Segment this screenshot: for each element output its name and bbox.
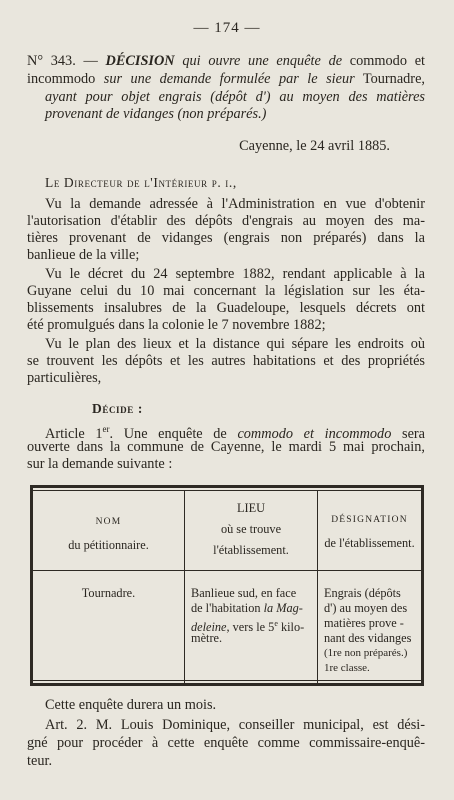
paragraph-line: banlieue de la ville; — [27, 247, 140, 263]
ordinal-suffix: e — [274, 619, 278, 628]
paragraph-line: particulières, — [27, 370, 102, 386]
article-1-line-2: ouverte dans la commune de Cayenne, le mardi 5 mai prochain, — [27, 439, 425, 455]
article-italic-text: commodo et incommodo — [237, 425, 392, 442]
cell-lieu-line: Banlieue sud, en face — [191, 586, 297, 600]
paragraph-line: Guyane celui du 10 mai concernant la législation sur les éta- — [27, 283, 425, 299]
decision-heading-line-4: provenant de vidanges (non préparés.) — [45, 106, 267, 122]
cell-lieu-italic: la Mag- — [263, 601, 303, 615]
table-header-rule — [33, 570, 421, 571]
header-lieu-sub-1: où se trouve — [220, 522, 282, 536]
decision-number: N° 343. — — [27, 53, 98, 69]
header-lieu: LIEU — [237, 501, 265, 515]
article-2-line: Art. 2. M. Louis Dominique, conseiller municipal, est dési- — [45, 717, 425, 733]
petitioner-name: Tournadre, — [362, 71, 425, 87]
article-text: . Une enquête de — [109, 425, 227, 442]
heading-roman-text: commodo et — [349, 53, 426, 69]
header-designation-sub: de l'établissement. — [324, 536, 415, 550]
header-designation: DÉSIGNATION — [331, 515, 408, 525]
cell-designation-line: (1re non préparés.) — [324, 647, 408, 659]
cell-lieu-line: mètre. — [191, 631, 223, 645]
header-nom: NOM — [95, 517, 122, 527]
ordinal-suffix: er — [102, 424, 110, 434]
cell-lieu-text: de l'habitation — [191, 601, 261, 615]
decision-heading-line-3: ayant pour objet engrais (dépôt d') au moyen des matières — [45, 89, 425, 105]
cell-designation-line: Engrais (dépôts — [324, 586, 401, 600]
article-label: Article 1 — [45, 425, 103, 442]
paragraph-line: tières provenant de vidanges (engrais non préparés) dans la — [27, 230, 425, 246]
article-2-line: teur. — [27, 753, 53, 769]
article-2-line: gné pour procéder à cette enquête comme commissaire-enquê- — [27, 735, 425, 751]
heading-roman-text: incommodo — [27, 71, 96, 87]
cell-lieu-italic: deleine, — [191, 620, 230, 635]
heading-italic-text: qui ouvre une enquête de — [182, 53, 343, 69]
header-nom-sub: du pétitionnaire. — [68, 538, 149, 552]
director-line: Le Directeur de l'Intérieur p. i., — [45, 175, 237, 190]
paragraph-line: Vu le plan des lieux et la distance qui sépare les endroits où — [45, 336, 425, 352]
enquiry-table — [30, 485, 424, 686]
cell-nom: Tournadre. — [81, 586, 136, 600]
table-inner-rule — [33, 680, 421, 681]
paragraph-line: se trouvent les dépôts et les autres habitations et des propriétés — [27, 353, 425, 369]
page-number: — 174 — — [193, 20, 261, 36]
closing-line: Cette enquête durera un mois. — [45, 697, 217, 713]
article-1-line-3: sur la demande suivante : — [27, 456, 173, 472]
decide-label: Décide : — [92, 401, 143, 416]
cell-designation-line: nant des vidanges — [324, 631, 412, 645]
cell-designation-line: 1re classe. — [324, 662, 370, 674]
cell-lieu-line — [191, 601, 303, 616]
table-inner-rule — [33, 490, 421, 491]
table-column-rule — [184, 491, 185, 683]
paragraph-line: Vu la demande adressée à l'Administration en vue d'obtenir — [45, 196, 425, 212]
heading-italic-text: sur une demande formulée par le sieur — [103, 71, 355, 87]
header-lieu-sub-2: l'établissement. — [213, 543, 289, 557]
cell-designation-line: matières prove - — [324, 616, 404, 630]
paragraph-line: été promulgués dans la colonie le 7 novembre 1882; — [27, 317, 326, 333]
paragraph-line: blissements insalubres de la Guadeloupe, lesquels décrets ont — [27, 300, 425, 316]
paragraph-line: Vu le décret du 24 septembre 1882, rendant applicable à la — [45, 266, 425, 282]
decision-heading-line-2 — [27, 71, 425, 88]
decision-heading-line-1 — [27, 53, 425, 70]
decision-label: DÉCISION — [105, 53, 175, 69]
paragraph-line: l'autorisation d'établir des dépôts d'engrais au moyen des ma- — [27, 213, 425, 229]
cell-lieu-text: kilo- — [280, 620, 305, 635]
place-date: Cayenne, le 24 avril 1885. — [239, 138, 390, 154]
cell-lieu-text: vers le 5 — [232, 620, 275, 635]
cell-designation-line: d') au moyen des — [324, 601, 408, 615]
article-text: sera — [402, 425, 426, 442]
